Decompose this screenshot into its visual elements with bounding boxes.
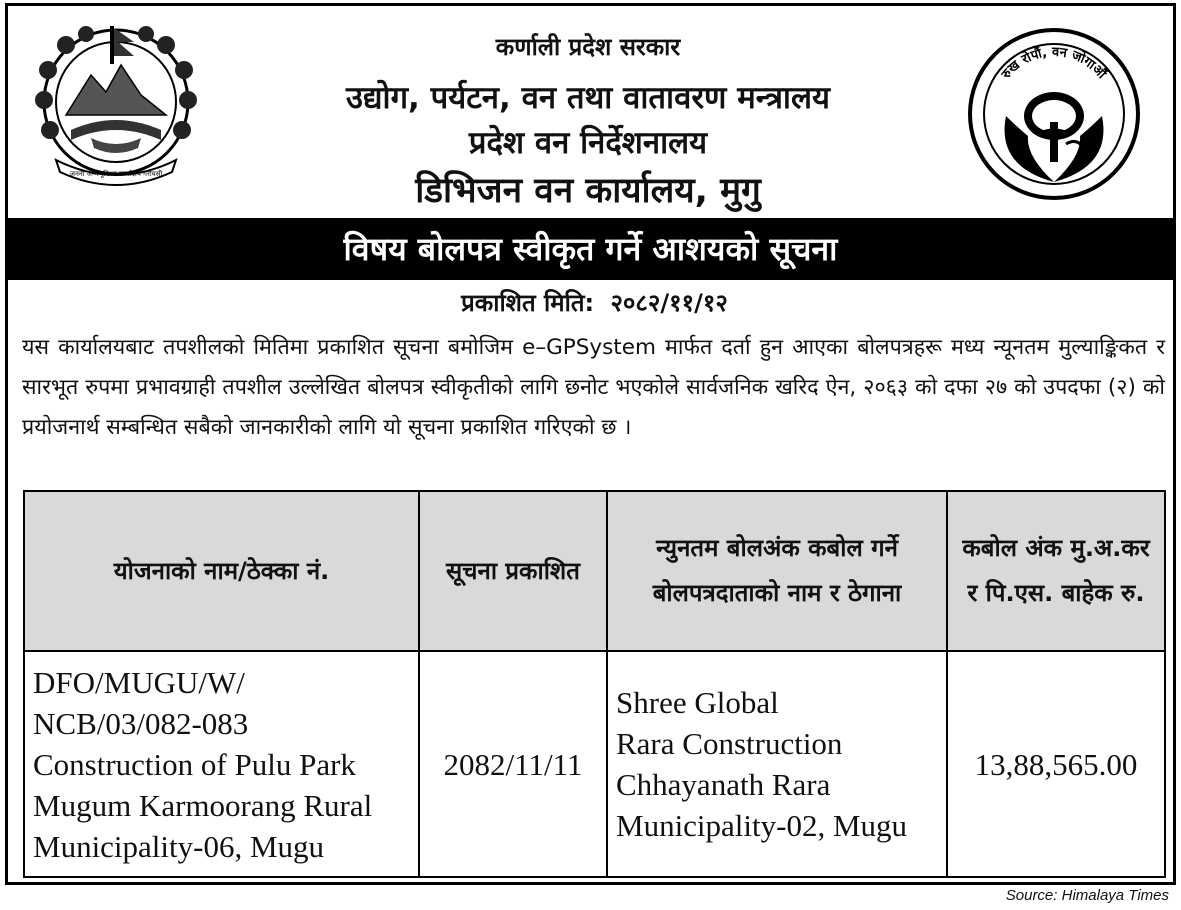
notice-body: यस कार्यालयबाट तपशीलको मितिमा प्रकाशित सूचना बमोजिम e–GPSystem मार्फत दर्ता हुन आएका बोलपत्रहरू मध्य न्यूनतम मुल्याङ्किकत र सारभूत रुपमा प्रभावग्राही तपशील उल्लेखित बोलपत्र स्वीकृतीको लागि छनोट भएकोले सार्वजनिक खरिद ऐन, २०६३ को दफा २७ को उपदफा (२) को प्रयोजनार्थ सम्बन्धित सबैको जानकारीको लागि यो सूचना प्रकाशित गरिएको छ । xyxy=(22,335,1165,440)
publication-date-value: २०८२/११/१२ xyxy=(610,289,728,317)
cell-bidder xyxy=(607,651,947,877)
plan-line: Municipality-06, Mugu xyxy=(33,828,325,864)
source-credit: Source: Himalaya Times xyxy=(1005,887,1169,904)
cell-published-date: 2082/11/11 xyxy=(419,651,607,877)
plan-line: DFO/MUGU/W/ xyxy=(33,664,245,700)
bidder-line: Municipality-02, Mugu xyxy=(616,808,908,843)
bidder-line: Shree Global xyxy=(616,685,779,720)
bidder-line: Chhayanath Rara xyxy=(616,767,831,802)
nepal-emblem-icon xyxy=(26,20,206,190)
notice-header xyxy=(8,6,1173,216)
plan-line: NCB/03/082-083 xyxy=(33,705,249,741)
svg-text:रुख रोपौं, वन जोगाऔं: रुख रोपौं, वन जोगाऔं xyxy=(998,44,1109,82)
header-amount: कबोल अंक मु.अ.कर र पि.एस. बाहेक रु. xyxy=(947,491,1165,651)
header-published: सूचना प्रकाशित xyxy=(419,491,607,651)
province-government: कर्णाली प्रदेश सरकार xyxy=(495,33,681,61)
bidder-line: Rara Construction xyxy=(616,726,843,761)
svg-text:जननी जन्मभूमिश्च स्वर्गादपि गर: जननी जन्मभूमिश्च स्वर्गादपि गरीयसी xyxy=(69,170,163,178)
plan-line: Mugum Karmoorang Rural xyxy=(33,787,373,823)
publication-date xyxy=(8,286,1173,319)
publication-date-label: प्रकाशित मिति: xyxy=(461,289,595,317)
ministry-name: उद्योग, पर्यटन, वन तथा वातावरण मन्त्रालय xyxy=(346,80,830,116)
header-bidder: न्युनतम बोलअंक कबोल गर्ने बोलपत्रदाताको नाम र ठेगाना xyxy=(607,491,947,651)
cell-plan-name xyxy=(24,651,419,877)
directorate-name: प्रदेश वन निर्देशनालय xyxy=(468,125,708,161)
notice xyxy=(5,3,1176,885)
forest-logo-icon xyxy=(966,26,1142,202)
plan-line: Construction of Pulu Park xyxy=(33,746,356,782)
table-header-row xyxy=(24,491,1165,651)
header-plan-name: योजनाको नाम/ठेक्का नं. xyxy=(24,491,419,651)
office-name: डिभिजन वन कार्यालय, मुगु xyxy=(415,171,761,211)
table-row xyxy=(24,651,1165,877)
cell-amount: 13,88,565.00 xyxy=(947,651,1165,877)
tender-table xyxy=(23,490,1166,878)
notice-title: विषय बोलपत्र स्वीकृत गर्ने आशयको सूचना xyxy=(8,218,1173,280)
